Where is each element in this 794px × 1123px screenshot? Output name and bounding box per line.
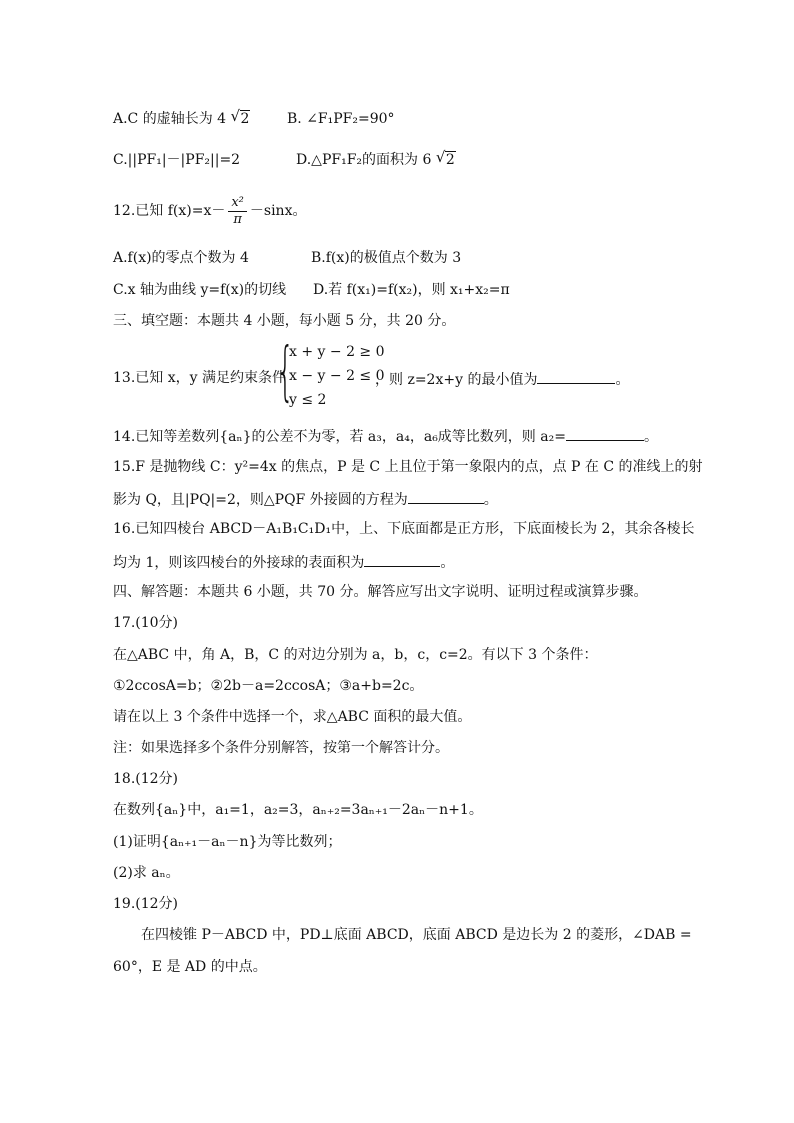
q17-line-4: 注：如果选择多个条件分别解答，按第一个解答计分。 xyxy=(113,740,449,756)
q12-option-a: A.f(x)的零点个数为 4 xyxy=(113,250,249,266)
q18-heading: 18.(12分) xyxy=(113,771,179,787)
q17-line-3: 请在以上 3 个条件中选择一个，求△ABC 面积的最大值。 xyxy=(113,709,472,725)
q18-line-3: (2)求 aₙ。 xyxy=(113,865,180,881)
q16-line-1: 16.已知四棱台 ABCD－A₁B₁C₁D₁中，上、下底面都是正方形，下底面棱长为 2，其余各棱长 xyxy=(113,521,695,537)
q12-fraction xyxy=(228,195,247,228)
q14-text: 14.已知等差数列{aₙ}的公差不为零，若 a₃，a₄，a₆成等比数列，则 a₂= xyxy=(113,429,566,445)
q17-heading: 17.(10分) xyxy=(113,615,179,631)
answer-blank xyxy=(537,369,615,384)
q15-line-1: 15.F 是抛物线 C：y²=4x 的焦点，P 是 C 上且位于第一象限内的点，点 P 在 C 的准线上的射 xyxy=(113,459,703,475)
section-4-heading: 四、解答题：本题共 6 小题，共 70 分。解答应写出文字说明、证明过程或演算步骤。 xyxy=(113,584,648,600)
q12-frac-den: π xyxy=(233,211,242,227)
q17-line-1: 在△ABC 中，角 A，B，C 的对边分别为 a，b，c，c=2。有以下 3 个条件： xyxy=(113,647,598,663)
q12-option-d: D.若 f(x₁)=f(x₂)，则 x₁+x₂=π xyxy=(313,282,510,298)
q12-stem-prefix: 12.已知 f(x)=x－ xyxy=(113,203,226,219)
q18-line-2: (1)证明{aₙ₊₁－aₙ－n}为等比数列； xyxy=(113,834,342,850)
answer-blank xyxy=(566,426,644,441)
q19-heading: 19.(12分) xyxy=(113,896,179,912)
q12-option-b: B.f(x)的极值点个数为 3 xyxy=(311,250,462,266)
q16-line-2: 均为 1，则该四棱台的外接球的表面积为 。 xyxy=(113,552,454,572)
q11-option-a-text: A.C 的虚轴长为 4 xyxy=(113,111,227,127)
answer-blank xyxy=(408,489,484,504)
q19-line-2: 60°，E 是 AD 的中点。 xyxy=(113,959,267,975)
q11-option-d-text: D.△PF₁F₂的面积为 6 xyxy=(296,152,432,168)
q15-line-2: 影为 Q，且|PQ|=2，则△PQF 外接圆的方程为 。 xyxy=(113,489,498,509)
q13-suffix: ，则 z=2x+y 的最小值为 xyxy=(375,372,538,388)
q11-option-a-root: 2 xyxy=(240,111,250,127)
q13-constraint-2: x − y − 2 ≤ 0 xyxy=(289,368,385,384)
q19-line-1: 在四棱锥 P－ABCD 中，PD⊥底面 ABCD，底面 ABCD 是边长为 2 的菱形，∠DAB = xyxy=(141,927,692,943)
q12-option-c: C.x 轴为曲线 y=f(x)的切线 xyxy=(113,282,287,298)
q11-option-d-root: 2 xyxy=(445,152,455,168)
q13-constraint-system xyxy=(289,340,385,412)
q11-option-c: C.||PF₁|－|PF₂||=2 xyxy=(113,152,241,168)
q13-constraint-1: x + y − 2 ≥ 0 xyxy=(289,344,385,360)
answer-blank xyxy=(364,552,440,567)
sqrt-symbol: √ 2 xyxy=(230,107,250,127)
section-3-heading: 三、填空题：本题共 4 小题，每小题 5 分，共 20 分。 xyxy=(113,313,456,329)
q13-prefix: 13.已知 x，y 满足约束条件 xyxy=(113,370,286,386)
q17-line-2: ①2ccosA=b；②2b－a=2ccosA；③a+b=2c。 xyxy=(113,678,424,694)
q13-constraint-3: y ≤ 2 xyxy=(289,392,327,408)
q13-suffix-line: ，则 z=2x+y 的最小值为 。 xyxy=(375,369,629,389)
sqrt-symbol: √ 2 xyxy=(435,148,455,168)
q12-stem-suffix: －sinx。 xyxy=(249,203,307,219)
q11-option-b: B. ∠F₁PF₂=90° xyxy=(287,111,395,127)
q11-option-a xyxy=(113,107,250,128)
q12-frac-num: x² xyxy=(231,194,244,210)
left-brace-icon: { xyxy=(276,335,295,409)
q11-option-d xyxy=(296,148,456,169)
q18-line-1: 在数列{aₙ}中，a₁=1，a₂=3，aₙ₊₂=3aₙ₊₁－2aₙ－n+1。 xyxy=(113,802,483,818)
q12-stem xyxy=(113,193,306,229)
q14-line: 14.已知等差数列{aₙ}的公差不为零，若 a₃，a₄，a₆成等比数列，则 a₂= 。 xyxy=(113,426,658,446)
